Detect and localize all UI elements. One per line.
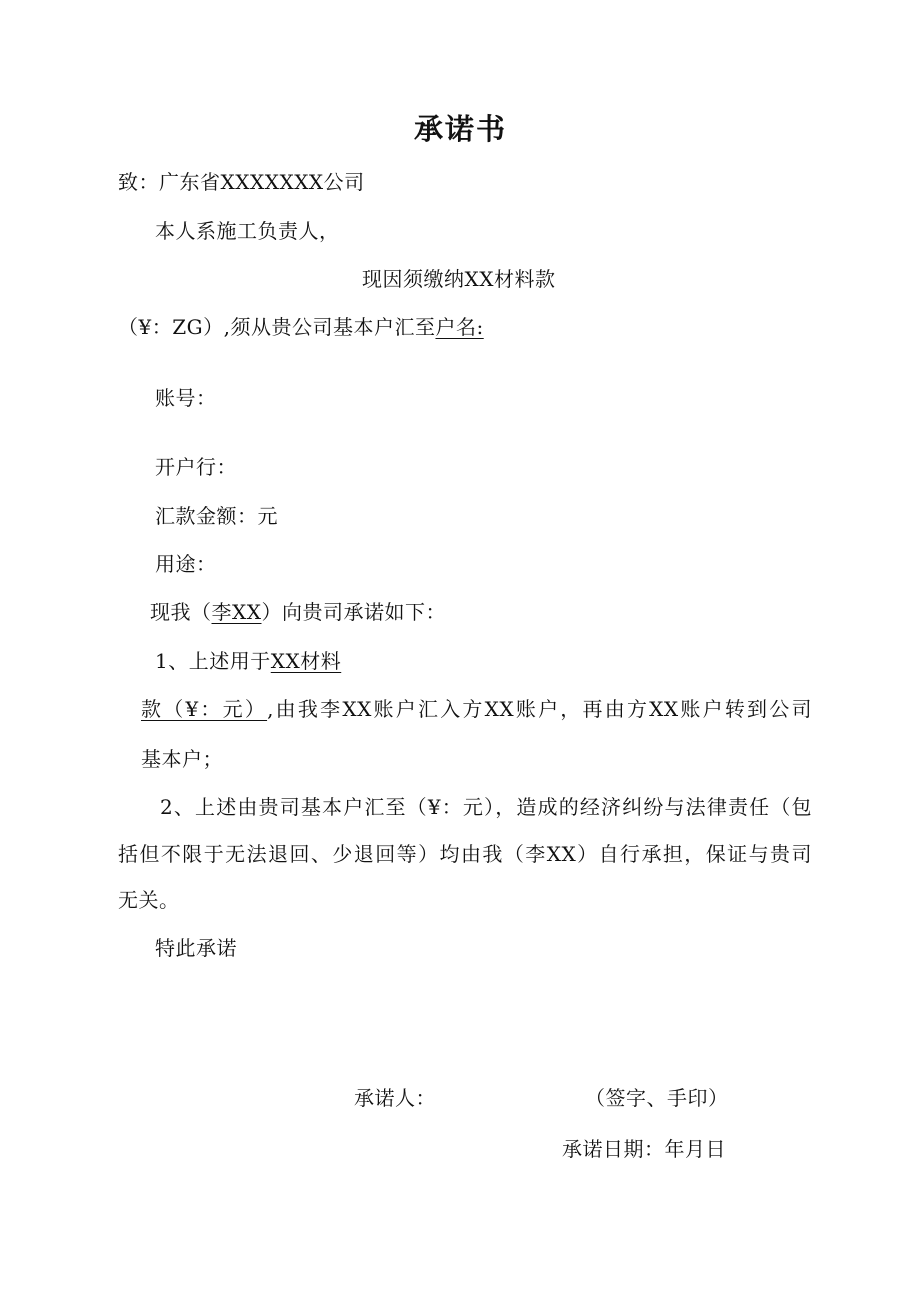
item1-rest: ,由我李XX账户汇入方XX账户，再由方XX账户转到公司 [267, 697, 812, 721]
account-name-label: 户名: [435, 315, 484, 339]
purpose-field-label: 用途： [155, 552, 217, 576]
closing-line: 特此承诺 [155, 936, 237, 960]
reason-line: 现因须缴纳XX材料款 [362, 267, 556, 291]
amount-field-label: 汇款金额：元 [155, 504, 278, 528]
pledge-intro-prefix: 现我（ [150, 600, 212, 624]
page-title: 承诺书 [414, 112, 508, 146]
signature-label: 承诺人： [354, 1086, 436, 1110]
pledger-name: 李XX [211, 600, 262, 624]
item1-line1 [155, 647, 341, 675]
account-field-label: 账号： [155, 386, 217, 410]
signature-note: （签字、手印） [585, 1086, 729, 1110]
signature-date: 承诺日期：年月日 [562, 1137, 726, 1161]
pledge-intro-suffix: ）向贵司承诺如下： [261, 600, 446, 624]
item1-amount: 款（¥：元） [141, 697, 268, 721]
item2-line3: 无关。 [118, 888, 180, 912]
recipient-line: 致：广东省XXXXXXX公司 [118, 170, 365, 194]
item2-line1: 2、上述由贵司基本户汇至（¥：元），造成的经济纠纷与法律责任（包 [160, 795, 812, 819]
item1-prefix: 1、上述用于 [155, 649, 271, 673]
pledge-intro-line [150, 598, 446, 626]
intro-line: 本人系施工负责人， [155, 219, 340, 243]
bank-field-label: 开户行： [155, 455, 237, 479]
amount-line [118, 313, 484, 341]
item2-line2: 括但不限于无法退回、少退回等）均由我（李XX）自行承担，保证与贵司 [118, 842, 812, 866]
item1-line2 [141, 695, 812, 723]
item1-line3: 基本户； [141, 747, 223, 771]
item1-material: XX材料 [270, 649, 342, 673]
amount-line-text: （¥：ZG）,须从贵公司基本户汇至 [118, 315, 436, 339]
